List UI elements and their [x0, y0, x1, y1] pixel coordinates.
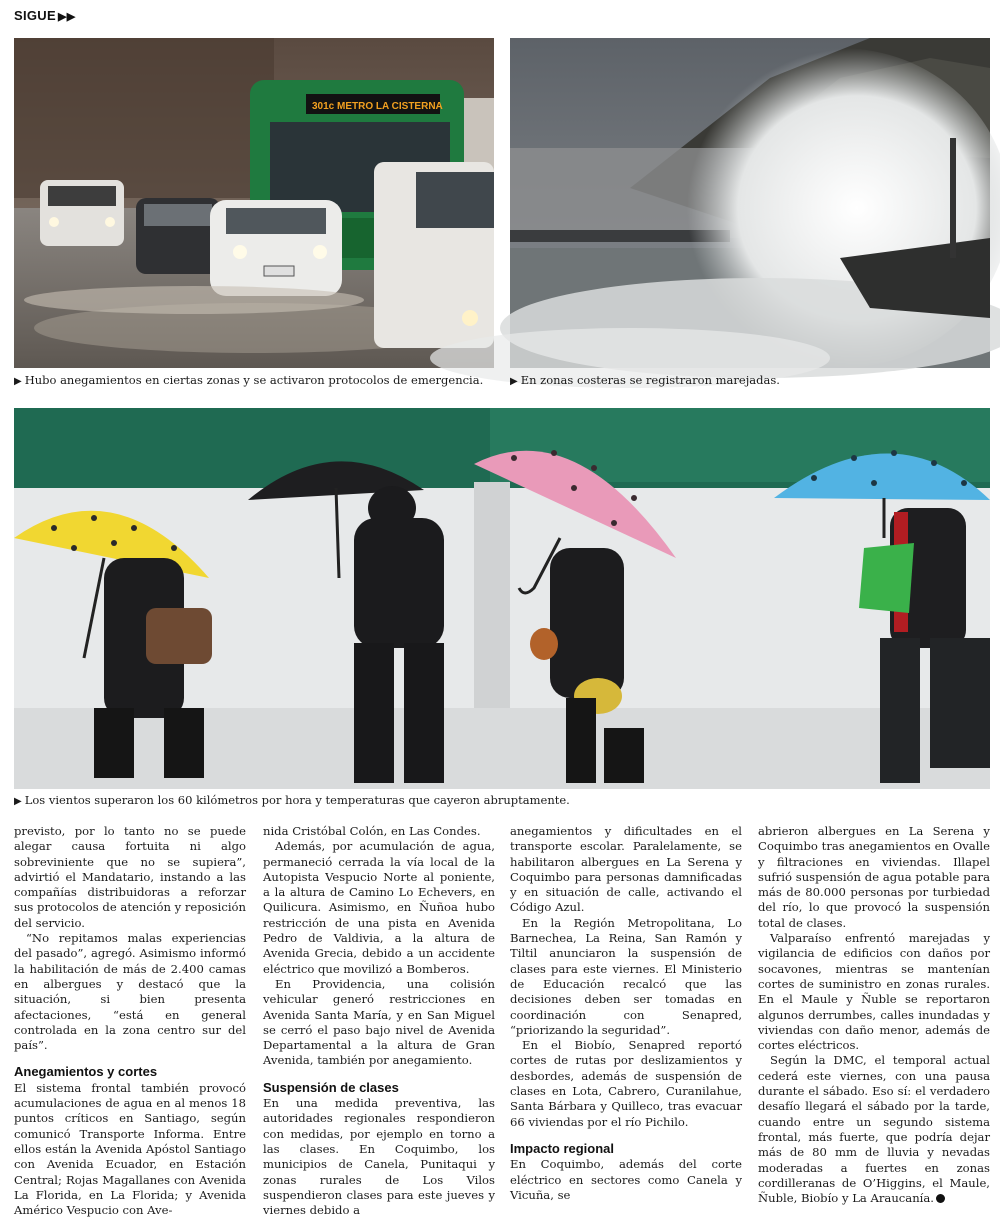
- paragraph-final: [758, 1053, 990, 1206]
- caption-umbrellas-pedestrians: [14, 793, 570, 807]
- caption-flooded-street: [14, 373, 483, 387]
- paragraph: abrieron albergues en La Serena y Coquimbo tras anegamientos en Ovalle y filtraciones en viviendas. Illapel sufrió suspensión de agua potable para más de 80.000 personas por turbiedad del río, lo que provocó la suspensión total de clases.: [758, 824, 990, 930]
- paragraph: En el Biobío, Senapred reportó cortes de rutas por deslizamientos y desbordes, además de suspensión de clases en Lota, Cabrero, Curanilahue, Santa Bárbara y Quilleco, tras evacuar 66 viviendas por el río Pichilo.: [510, 1038, 742, 1129]
- paragraph: Valparaíso enfrentó marejadas y vigilancia de edificios con daños por socavones, mientras se mantenían cortes de suministro en zonas rurales. En el Maule y Ñuble se reportaron algunos derrumbes, calles inundadas y viviendas con daño menor, además de cortes eléctricos.: [758, 931, 990, 1053]
- caption-triangle-icon: ▶: [14, 376, 22, 387]
- caption-triangle-icon: ▶: [510, 376, 518, 387]
- paragraph: En una medida preventiva, las autoridades regionales respondieron con medidas, por ejemplo en torno a las clases. En Coquimbo, los municipios de Canela, Punitaqui y zonas rurales de Los Vilos suspendieron clases para este jueves y viernes debido a: [263, 1096, 495, 1218]
- paragraph: nida Cristóbal Colón, en Las Condes.: [263, 824, 481, 838]
- subheading-anegamientos: Anegamientos y cortes: [14, 1064, 158, 1080]
- section-header: [14, 8, 76, 23]
- photo-umbrellas-pedestrians: [14, 408, 990, 789]
- article-column-3: [510, 824, 742, 1203]
- photo-coastal-waves: [510, 38, 990, 368]
- paragraph-text: Según la DMC, el temporal actual cederá este viernes, con una pausa durante el sábado. Eso sí: el verdadero desafío llegará el sábado por la tarde, cuando entre un segundo sistema frontal, más fuerte, que podría dejar más de 80 mm de lluvia y nevadas moderadas a fuertes en zonas cordilleranas de O’Higgins, el Maule, Ñuble, Biobío y La Araucanía.: [758, 1053, 990, 1206]
- caption-text: Los vientos superaron los 60 kilómetros por hora y temperaturas que cayeron abruptamente.: [24, 793, 570, 807]
- bus-destination-sign: 301c METRO LA CISTERNA: [312, 101, 443, 112]
- paragraph: En Coquimbo, además del corte eléctrico en sectores como Canela y Vicuña, se: [510, 1157, 742, 1202]
- photo-flooded-street: [14, 38, 494, 368]
- paragraph: previsto, por lo tanto no se puede alegar causa fortuita ni algo sobreviniente que no se supiera”, advirtió el Mandatario, instando a las compañías distribuidoras a reforzar sus protocolos de atención y reposición del servicio.: [14, 824, 246, 930]
- caption-text: En zonas costeras se registraron marejadas.: [520, 373, 780, 387]
- article-column-4: [758, 824, 990, 1206]
- end-mark-icon: [936, 1194, 945, 1203]
- article-column-1: [14, 824, 246, 1218]
- caption-text: Hubo anegamientos en ciertas zonas y se activaron protocolos de emergencia.: [24, 373, 484, 387]
- double-arrow-icon: ▶▶: [57, 11, 76, 23]
- caption-coastal-waves: [510, 373, 780, 387]
- section-label: SIGUE: [14, 8, 56, 23]
- subheading-suspension: Suspensión de clases: [263, 1079, 399, 1095]
- caption-triangle-icon: ▶: [14, 796, 22, 807]
- paragraph: Además, por acumulación de agua, permaneció cerrada la vía local de la Autopista Vespucio Norte al poniente, a la altura de Camino Lo Echevers, en Quilicura. Asimismo, en Ñuñoa hubo restricción de una pista en Avenida Pedro de Valdivia, a la altura de Avenida Grecia, debido a un accidente eléctrico que movilizó a Bomberos.: [263, 839, 495, 976]
- paragraph: En Providencia, una colisión vehicular generó restricciones en Avenida Santa María, y en San Miguel se cerró el paso bajo nivel de Avenida Departamental a la altura de Gran Avenida, también por anegamiento.: [263, 976, 495, 1068]
- paragraph: El sistema frontal también provocó acumulaciones de agua en al menos 18 puntos críticos en Santiago, según comunicó Transporte Informa. Entre ellos están la Avenida Apóstol Santiago con Avenida Ecuador, en Estación Central; Rojas Magallanes con Avenida La Florida, en La Florida; y Avenida Américo Vespucio con Ave-: [14, 1080, 246, 1218]
- paragraph: En la Región Metropolitana, Lo Barnechea, La Reina, San Ramón y Tiltil anunciaron la suspensión de clases para este viernes. El Ministerio de Educación recalcó que las decisiones deben ser tomadas en coordinación con Senapred, “priorizando la seguridad”.: [510, 915, 742, 1037]
- subheading-impacto: Impacto regional: [510, 1140, 615, 1156]
- article-column-2: [263, 824, 495, 1218]
- paragraph: anegamientos y dificultades en el transporte escolar. Paralelamente, se habilitaron albergues en La Serena y Coquimbo para personas damnificadas y en situación de calle, activando el Código Azul.: [510, 824, 742, 915]
- paragraph: “No repitamos malas experiencias del pasado”, agregó. Asimismo informó la habilitación de más de 2.400 camas en albergues y destacó que la situación, si bien presenta afectaciones, “está en general controlada en la zona centro sur del país”.: [14, 931, 246, 1053]
